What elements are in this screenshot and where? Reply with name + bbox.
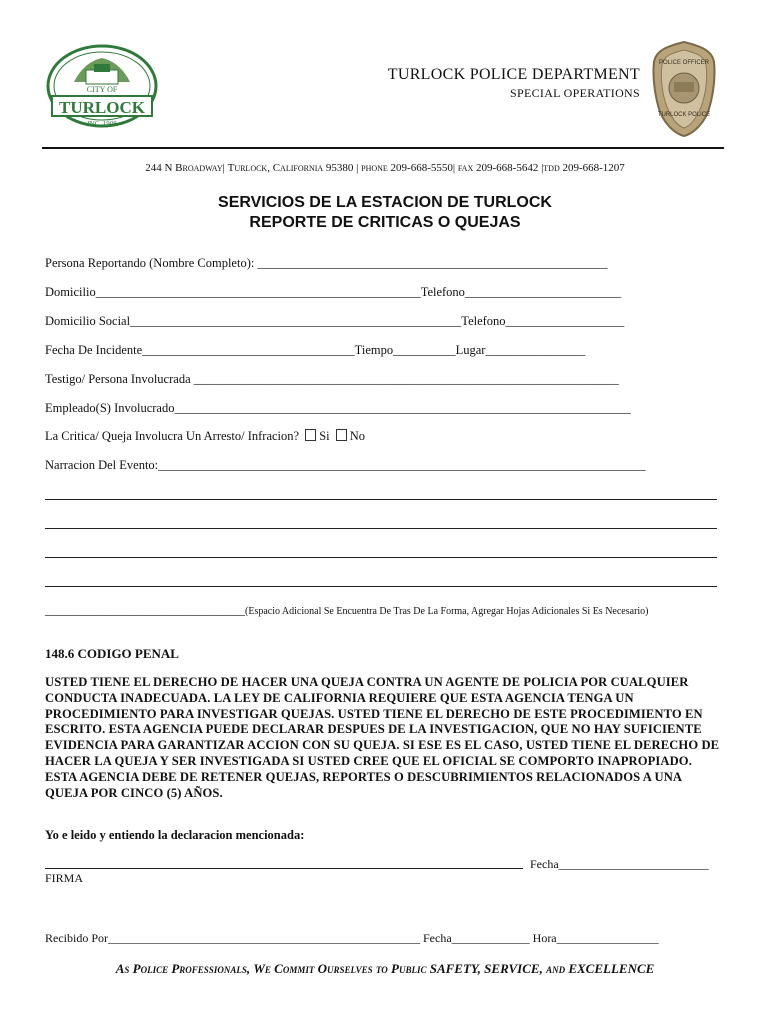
codigo-penal-header: 148.6 CODIGO PENAL <box>45 646 179 661</box>
logo-bottom-text: INC. 1908 <box>87 120 117 128</box>
recibido-por-field[interactable]: Recibido Por____________________________________________________ Fecha_____________ Hora_________________ <box>45 931 659 945</box>
domicilio-field[interactable]: Domicilio____________________________________________________Telefono_________________________ <box>45 285 622 299</box>
narracion-line-3[interactable] <box>45 557 717 558</box>
no-label: No <box>349 429 366 443</box>
header-divider <box>42 147 724 149</box>
address-line: 244 N Broadway| Turlock, California 95380 | phone 209-668-5550| fax 209-668-5642 |tdd 209-668-1207 <box>145 162 625 174</box>
firma-fecha-field[interactable]: Fecha_________________________ <box>530 857 709 871</box>
narracion-line-1[interactable] <box>45 499 717 500</box>
espacio-adicional <box>45 603 649 618</box>
form-title-line1: SERVICIOS DE LA ESTACION DE TURLOCK <box>218 194 552 211</box>
empleado-field[interactable]: Empleado(S) Involucrado_________________________________________________________________________ <box>45 401 631 415</box>
narracion-field[interactable]: Narracion Del Evento:______________________________________________________________________________ <box>45 458 646 472</box>
form-title <box>0 193 770 233</box>
department-name: TURLOCK POLICE DEPARTMENT <box>387 66 640 83</box>
espacio-note: (Espacio Adicional Se Encuentra De Tras De La Forma, Agregar Hojas Adicionales Si Es Necesario) <box>245 606 649 617</box>
no-checkbox[interactable] <box>336 429 347 441</box>
espacio-line[interactable]: ________________________________ <box>45 603 245 617</box>
acknowledgement: Yo e leido y entiendo la declaracion mencionada: <box>45 828 305 842</box>
narracion-line-4[interactable] <box>45 586 717 587</box>
codigo-penal-paragraph: USTED TIENE EL DERECHO DE HACER UNA QUEJA CONTRA UN AGENTE DE POLICIA POR CUALQUIER CONDUCTA INADECUADA. LA LEY DE CALIFORNIA REQUIERE QUE ESTA AGENCIA TENGA UN PROCEDIMIENTO PARA INVESTIGAR QUEJAS. USTED TIENE EL DERECHO DE ESTE PROCEDIMIENTO EN ESCRITO. ESTA AGENCIA PUEDE DECLARAR DESPUES DE LA INVESTIGACION, QUE NO HAY SUFICIENTE EVIDENCIA PARA GARANTIZAR ACCION CON SU QUEJA. SI ESE ES EL CASO, USTED TIENE EL DERECHO DE HACER LA QUEJA Y SER INVESTIGADA SI USTED CREE QUE EL OFICIAL SE COMPORTO INAPROPIADO. ESTA AGENCIA DEBE DE RETENER QUEJAS, REPORTES O DESCUBRIMIENTOS RELACIONADOS A UNA QUEJA POR CINCO (5) AÑOS. <box>45 675 720 800</box>
logo-main-text: TURLOCK <box>59 98 145 117</box>
arresto-question <box>45 429 365 444</box>
badge-bottom-text: TURLOCK POLICE <box>657 112 711 118</box>
city-logo <box>44 44 160 134</box>
si-checkbox[interactable] <box>305 429 316 441</box>
firma-line[interactable] <box>45 868 523 869</box>
testigo-field[interactable]: Testigo/ Persona Involucrada ____________________________________________________________________ <box>45 372 619 386</box>
fecha-incidente-field[interactable]: Fecha De Incidente__________________________________Tiempo__________Lugar________________ <box>45 343 586 357</box>
footer-motto: As Police Professionals, We Commit Ourselves to Public SAFETY, SERVICE, and EXCELLENCE <box>115 961 655 976</box>
si-label: Si <box>319 429 330 443</box>
arresto-question-label: La Critica/ Queja Involucra Un Arresto/ Infracion? <box>45 429 300 443</box>
special-operations: SPECIAL OPERATIONS <box>510 86 640 100</box>
police-badge-icon <box>650 40 718 138</box>
persona-field[interactable]: Persona Reportando (Nombre Completo): ________________________________________________________ <box>45 256 608 270</box>
narracion-line-2[interactable] <box>45 528 717 529</box>
domicilio-social-field[interactable]: Domicilio Social_____________________________________________________Telefono___________________ <box>45 314 625 328</box>
logo-top-text: CITY OF <box>86 85 118 94</box>
firma-label: FIRMA <box>45 871 84 885</box>
badge-top-text: POLICE OFFICER <box>658 60 710 66</box>
form-title-line2: REPORTE DE CRITICAS O QUEJAS <box>249 214 521 231</box>
